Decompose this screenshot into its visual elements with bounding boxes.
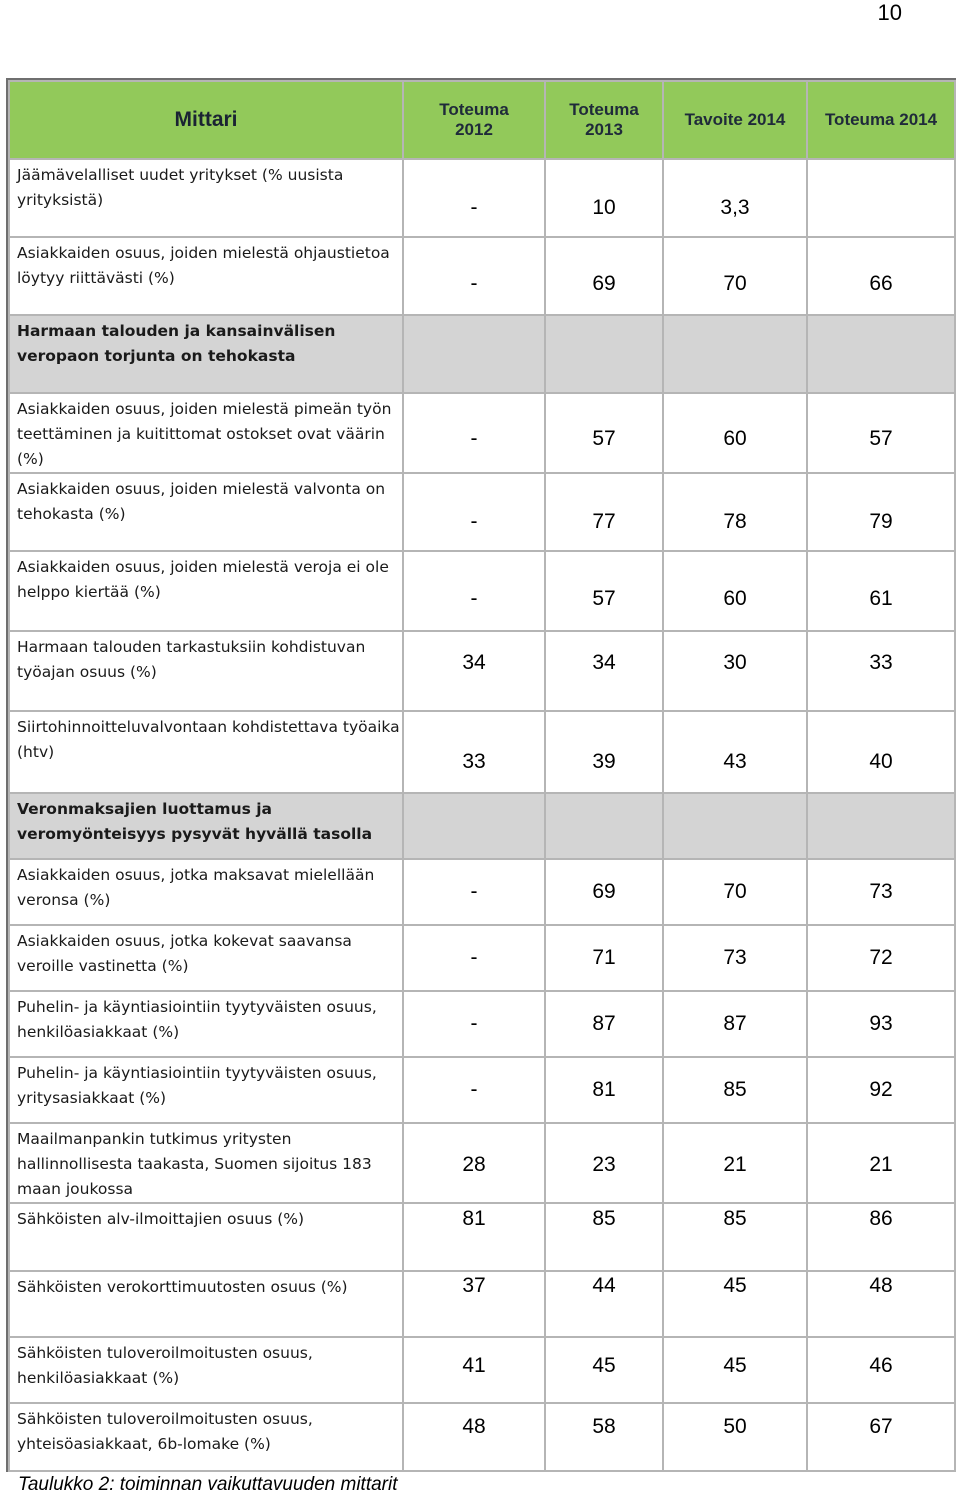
row-value-col4 bbox=[807, 473, 955, 551]
table-row bbox=[9, 393, 955, 473]
cell-value: 86 bbox=[869, 1207, 893, 1230]
cell-value: 37 bbox=[462, 1274, 486, 1297]
table-row bbox=[9, 991, 955, 1057]
row-value-col3 bbox=[663, 1271, 807, 1337]
cell-value: 81 bbox=[592, 1078, 616, 1101]
cell-value: 93 bbox=[869, 1012, 893, 1035]
row-value-col1 bbox=[403, 1403, 545, 1471]
cell-value: 43 bbox=[723, 750, 747, 773]
cell-value: 48 bbox=[462, 1415, 486, 1438]
row-value-col1 bbox=[403, 631, 545, 711]
table-row bbox=[9, 237, 955, 315]
cell-value: 45 bbox=[723, 1354, 747, 1377]
row-value-col1 bbox=[403, 393, 545, 473]
row-label: Maailmanpankin tutkimus yritysten hallinnollisesta taakasta, Suomen sijoitus 183 maan joukossa bbox=[9, 1123, 403, 1203]
row-value-col3 bbox=[663, 1057, 807, 1123]
cell-value: 92 bbox=[869, 1078, 893, 1101]
row-label: Asiakkaiden osuus, joiden mielestä veroja ei ole helppo kiertää (%) bbox=[9, 551, 403, 631]
header-mittari: Mittari bbox=[9, 81, 403, 159]
cell-value: 57 bbox=[592, 587, 616, 610]
table-row bbox=[9, 159, 955, 237]
row-value-col3 bbox=[663, 711, 807, 793]
cell-value: - bbox=[470, 427, 478, 450]
row-value-col1 bbox=[403, 473, 545, 551]
cell-value: 60 bbox=[723, 587, 747, 610]
header-tavoite-2014: Tavoite 2014 bbox=[663, 81, 807, 159]
row-label: Sähköisten tuloveroilmoitusten osuus, yhteisöasiakkaat, 6b-lomake (%) bbox=[9, 1403, 403, 1471]
cell-value: 72 bbox=[869, 946, 893, 969]
row-value-col4 bbox=[807, 1271, 955, 1337]
row-value-col1 bbox=[403, 315, 545, 393]
row-value-col2 bbox=[545, 473, 663, 551]
row-value-col3 bbox=[663, 859, 807, 925]
cell-value: - bbox=[470, 946, 478, 969]
row-value-col1 bbox=[403, 1123, 545, 1203]
row-value-col1 bbox=[403, 237, 545, 315]
cell-value: 69 bbox=[592, 880, 616, 903]
cell-value: 61 bbox=[869, 587, 893, 610]
cell-value: 79 bbox=[869, 510, 893, 533]
row-value-col4 bbox=[807, 925, 955, 991]
row-value-col2 bbox=[545, 1271, 663, 1337]
row-value-col3 bbox=[663, 925, 807, 991]
page-number: 10 bbox=[877, 0, 902, 25]
row-value-col3 bbox=[663, 1203, 807, 1271]
row-value-col4 bbox=[807, 315, 955, 393]
header-toteuma-2012: Toteuma 2012 bbox=[403, 81, 545, 159]
cell-value: 78 bbox=[723, 510, 747, 533]
row-value-col1 bbox=[403, 793, 545, 859]
cell-value: 70 bbox=[723, 272, 747, 295]
table-row bbox=[9, 711, 955, 793]
cell-value: 57 bbox=[869, 427, 893, 450]
cell-value: 30 bbox=[723, 651, 747, 674]
cell-value: 34 bbox=[592, 651, 616, 674]
table-row bbox=[9, 1271, 955, 1337]
row-value-col4 bbox=[807, 1123, 955, 1203]
row-value-col2 bbox=[545, 991, 663, 1057]
cell-value: - bbox=[470, 1012, 478, 1035]
row-label: Puhelin- ja käyntiasiointiin tyytyväisten osuus, yritysasiakkaat (%) bbox=[9, 1057, 403, 1123]
row-label: Asiakkaiden osuus, jotka kokevat saavansa veroille vastinetta (%) bbox=[9, 925, 403, 991]
table-row bbox=[9, 1403, 955, 1471]
cell-value: 10 bbox=[592, 196, 616, 219]
row-value-col4 bbox=[807, 991, 955, 1057]
cell-value: 44 bbox=[592, 1274, 616, 1297]
cell-value: 40 bbox=[869, 750, 893, 773]
row-value-col3 bbox=[663, 991, 807, 1057]
row-value-col4 bbox=[807, 1203, 955, 1271]
cell-value: 45 bbox=[723, 1274, 747, 1297]
cell-value: 81 bbox=[462, 1207, 486, 1230]
row-value-col1 bbox=[403, 1057, 545, 1123]
cell-value: 73 bbox=[723, 946, 747, 969]
row-value-col1 bbox=[403, 859, 545, 925]
row-value-col2 bbox=[545, 159, 663, 237]
cell-value: 73 bbox=[869, 880, 893, 903]
row-value-col4 bbox=[807, 1337, 955, 1403]
row-label: Asiakkaiden osuus, joiden mielestä ohjaustietoa löytyy riittävästi (%) bbox=[9, 237, 403, 315]
row-value-col2 bbox=[545, 925, 663, 991]
row-value-col2 bbox=[545, 551, 663, 631]
row-label: Asiakkaiden osuus, joiden mielestä valvonta on tehokasta (%) bbox=[9, 473, 403, 551]
row-value-col3 bbox=[663, 393, 807, 473]
row-value-col1 bbox=[403, 1337, 545, 1403]
row-value-col3 bbox=[663, 159, 807, 237]
row-value-col2 bbox=[545, 793, 663, 859]
metrics-table bbox=[8, 80, 956, 1472]
cell-value: 58 bbox=[592, 1415, 616, 1438]
header-toteuma-2014: Toteuma 2014 bbox=[807, 81, 955, 159]
row-value-col2 bbox=[545, 315, 663, 393]
row-value-col4 bbox=[807, 631, 955, 711]
cell-value: 39 bbox=[592, 750, 616, 773]
row-label: Asiakkaiden osuus, joiden mielestä pimeän työn teettäminen ja kuitittomat ostokset ovat väärin (%) bbox=[9, 393, 403, 473]
row-value-col3 bbox=[663, 631, 807, 711]
cell-value: 70 bbox=[723, 880, 747, 903]
cell-value: 87 bbox=[592, 1012, 616, 1035]
row-value-col2 bbox=[545, 859, 663, 925]
cell-value: 69 bbox=[592, 272, 616, 295]
cell-value: 85 bbox=[723, 1207, 747, 1230]
cell-value: 57 bbox=[592, 427, 616, 450]
cell-value: 85 bbox=[723, 1078, 747, 1101]
table-row bbox=[9, 859, 955, 925]
row-value-col1 bbox=[403, 1203, 545, 1271]
row-value-col1 bbox=[403, 991, 545, 1057]
row-value-col4 bbox=[807, 859, 955, 925]
row-value-col3 bbox=[663, 473, 807, 551]
row-value-col3 bbox=[663, 1123, 807, 1203]
cell-value: 3,3 bbox=[720, 196, 750, 219]
cell-value: 87 bbox=[723, 1012, 747, 1035]
row-value-col3 bbox=[663, 315, 807, 393]
row-value-col4 bbox=[807, 1057, 955, 1123]
cell-value: 21 bbox=[723, 1153, 747, 1176]
row-value-col2 bbox=[545, 1203, 663, 1271]
table-row bbox=[9, 793, 955, 859]
row-value-col2 bbox=[545, 1123, 663, 1203]
cell-value: 45 bbox=[592, 1354, 616, 1377]
cell-value: - bbox=[470, 272, 478, 295]
row-label: Sähköisten tuloveroilmoitusten osuus, henkilöasiakkaat (%) bbox=[9, 1337, 403, 1403]
table-caption: Taulukko 2: toiminnan vaikuttavuuden mittarit bbox=[18, 1474, 398, 1495]
row-label: Harmaan talouden ja kansainvälisen veropaon torjunta on tehokasta bbox=[9, 315, 403, 393]
table-row bbox=[9, 631, 955, 711]
row-value-col4 bbox=[807, 1403, 955, 1471]
header-toteuma-2013: Toteuma 2013 bbox=[545, 81, 663, 159]
cell-value: 50 bbox=[723, 1415, 747, 1438]
row-value-col2 bbox=[545, 237, 663, 315]
row-label: Siirtohinnoitteluvalvontaan kohdistettava työaika (htv) bbox=[9, 711, 403, 793]
cell-value: - bbox=[470, 880, 478, 903]
row-value-col4 bbox=[807, 711, 955, 793]
row-value-col4 bbox=[807, 793, 955, 859]
row-value-col3 bbox=[663, 237, 807, 315]
table-row bbox=[9, 925, 955, 991]
cell-value: 33 bbox=[462, 750, 486, 773]
header-row bbox=[9, 81, 955, 159]
row-value-col4 bbox=[807, 237, 955, 315]
row-label: Puhelin- ja käyntiasiointiin tyytyväisten osuus, henkilöasiakkaat (%) bbox=[9, 991, 403, 1057]
cell-value: 34 bbox=[462, 651, 486, 674]
cell-value: 28 bbox=[462, 1153, 486, 1176]
row-value-col1 bbox=[403, 551, 545, 631]
row-label: Sähköisten alv-ilmoittajien osuus (%) bbox=[9, 1203, 403, 1271]
cell-value: 67 bbox=[869, 1415, 893, 1438]
cell-value: 71 bbox=[592, 946, 616, 969]
row-value-col1 bbox=[403, 711, 545, 793]
table-row bbox=[9, 315, 955, 393]
table-row bbox=[9, 473, 955, 551]
row-value-col2 bbox=[545, 1337, 663, 1403]
row-value-col1 bbox=[403, 159, 545, 237]
row-value-col1 bbox=[403, 925, 545, 991]
table-row bbox=[9, 1203, 955, 1271]
cell-value: - bbox=[470, 1078, 478, 1101]
cell-value: 46 bbox=[869, 1354, 893, 1377]
cell-value: 41 bbox=[462, 1354, 486, 1377]
row-value-col3 bbox=[663, 551, 807, 631]
cell-value: 77 bbox=[592, 510, 616, 533]
cell-value: - bbox=[470, 587, 478, 610]
cell-value: 23 bbox=[592, 1153, 616, 1176]
row-value-col4 bbox=[807, 393, 955, 473]
cell-value: 60 bbox=[723, 427, 747, 450]
row-label: Jäämävelalliset uudet yritykset (% uusista yrityksistä) bbox=[9, 159, 403, 237]
row-value-col3 bbox=[663, 1403, 807, 1471]
row-value-col2 bbox=[545, 1403, 663, 1471]
row-value-col2 bbox=[545, 393, 663, 473]
cell-value: - bbox=[470, 510, 478, 533]
cell-value: 21 bbox=[869, 1153, 893, 1176]
table-row bbox=[9, 551, 955, 631]
row-label: Asiakkaiden osuus, jotka maksavat mielellään veronsa (%) bbox=[9, 859, 403, 925]
row-value-col3 bbox=[663, 1337, 807, 1403]
table-row bbox=[9, 1337, 955, 1403]
cell-value: 85 bbox=[592, 1207, 616, 1230]
row-label: Sähköisten verokorttimuutosten osuus (%) bbox=[9, 1271, 403, 1337]
cell-value: 66 bbox=[869, 272, 893, 295]
row-value-col1 bbox=[403, 1271, 545, 1337]
row-label: Veronmaksajien luottamus ja veromyönteisyys pysyvät hyvällä tasolla bbox=[9, 793, 403, 859]
row-value-col2 bbox=[545, 1057, 663, 1123]
cell-value: - bbox=[470, 196, 478, 219]
row-value-col3 bbox=[663, 793, 807, 859]
cell-value: 33 bbox=[869, 651, 893, 674]
row-value-col4 bbox=[807, 551, 955, 631]
table-row bbox=[9, 1123, 955, 1203]
table-row bbox=[9, 1057, 955, 1123]
row-value-col4 bbox=[807, 159, 955, 237]
cell-value: 48 bbox=[869, 1274, 893, 1297]
row-value-col2 bbox=[545, 711, 663, 793]
row-value-col2 bbox=[545, 631, 663, 711]
row-label: Harmaan talouden tarkastuksiin kohdistuvan työajan osuus (%) bbox=[9, 631, 403, 711]
